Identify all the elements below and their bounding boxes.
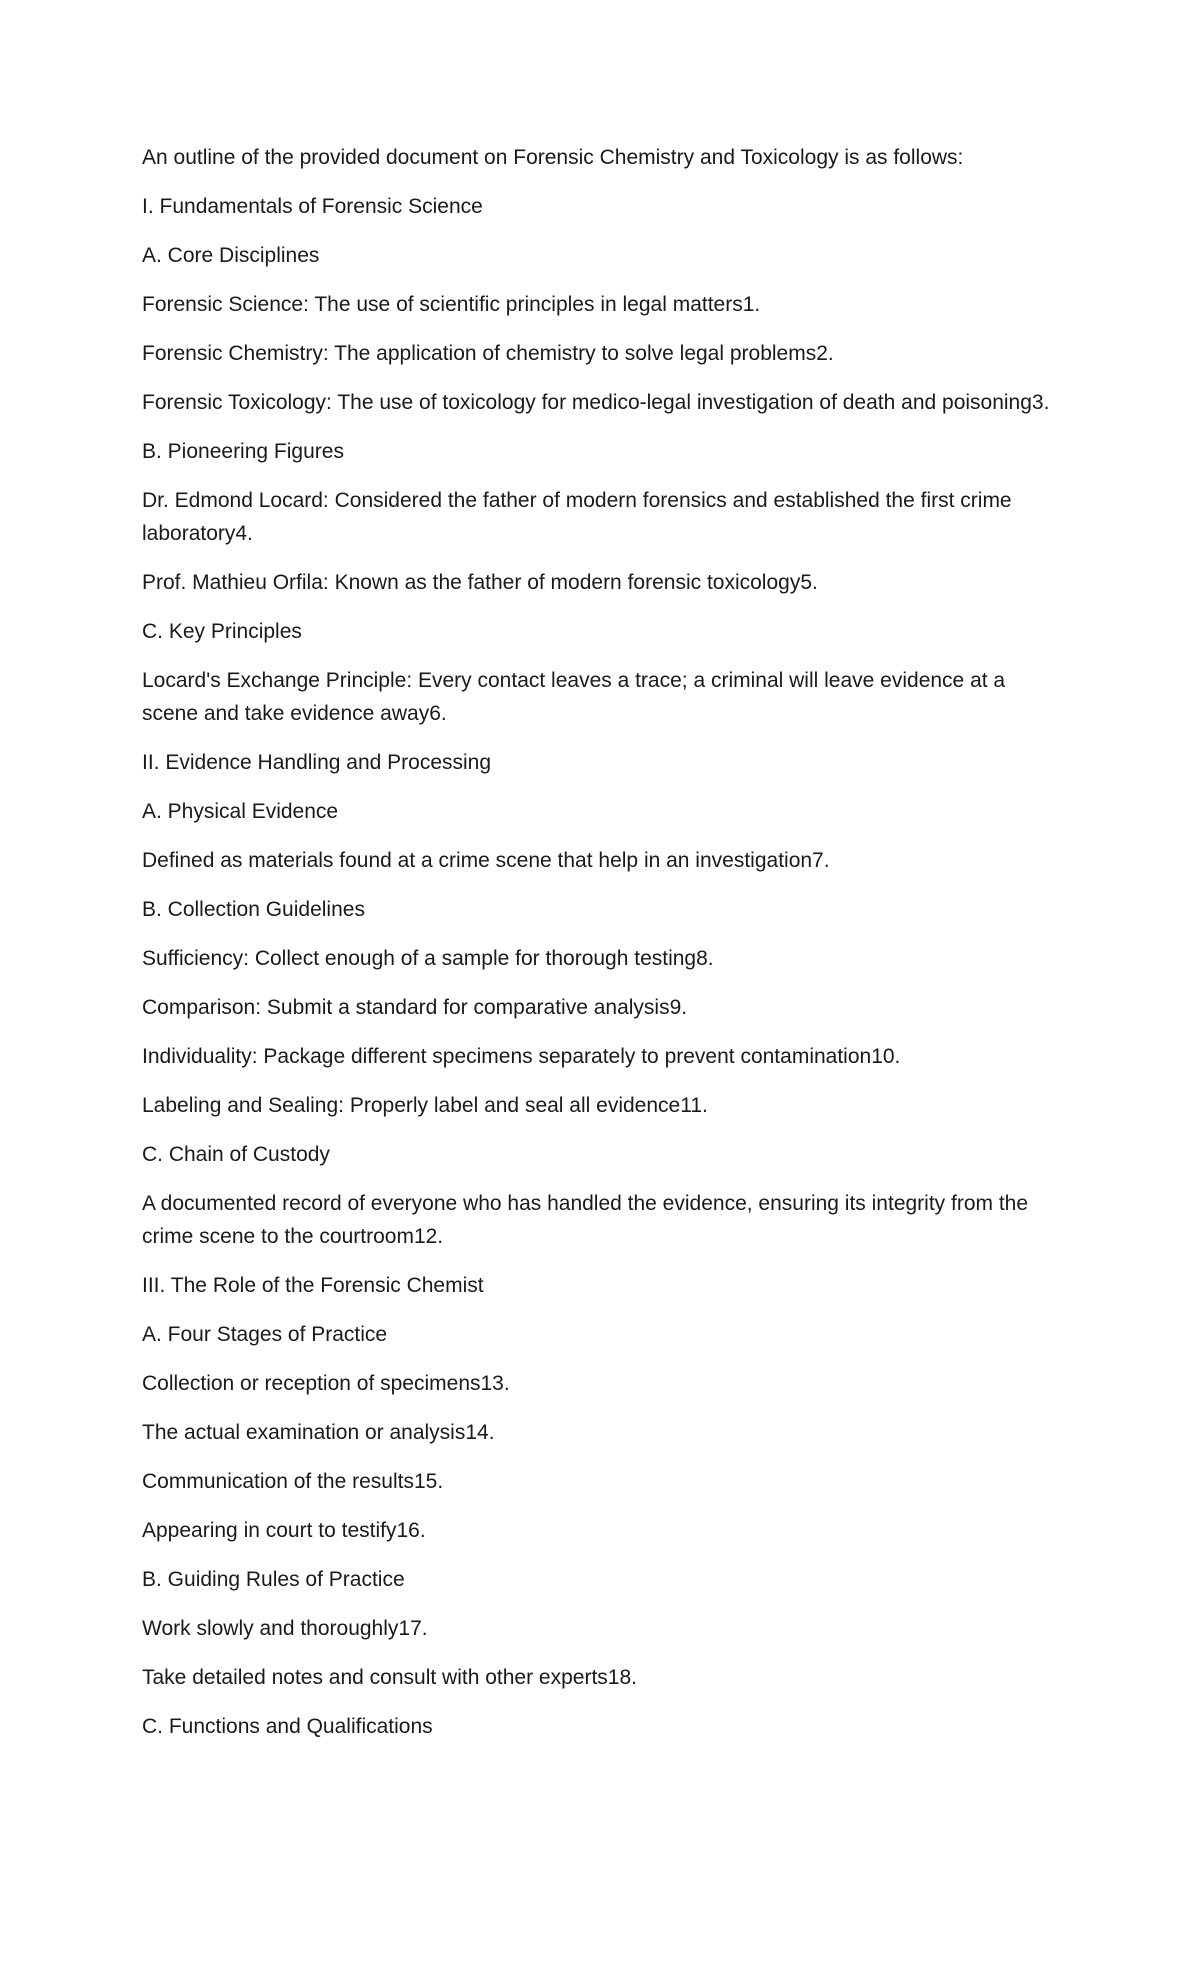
- paragraph-forensic-science: Forensic Science: The use of scientific principles in legal matters1.: [142, 293, 761, 316]
- paragraph-comparison: Comparison: Submit a standard for comparative analysis9.: [142, 996, 688, 1019]
- paragraph-labeling-sealing: Labeling and Sealing: Properly label and seal all evidence11.: [142, 1094, 708, 1117]
- paragraph-stage-examination: The actual examination or analysis14.: [142, 1421, 495, 1444]
- subsection-heading-collection-guidelines: B. Collection Guidelines: [142, 898, 365, 921]
- intro-paragraph: An outline of the provided document on Forensic Chemistry and Toxicology is as follows:: [142, 146, 964, 169]
- section-heading-role-of-chemist: III. The Role of the Forensic Chemist: [142, 1274, 484, 1297]
- paragraph-stage-collection: Collection or reception of specimens13.: [142, 1372, 510, 1395]
- paragraph-orfila: Prof. Mathieu Orfila: Known as the father of modern forensic toxicology5.: [142, 571, 818, 594]
- paragraph-detailed-notes: Take detailed notes and consult with other experts18.: [142, 1666, 637, 1689]
- subsection-heading-guiding-rules: B. Guiding Rules of Practice: [142, 1568, 405, 1591]
- section-heading-evidence-handling: II. Evidence Handling and Processing: [142, 751, 492, 774]
- paragraph-stage-court: Appearing in court to testify16.: [142, 1519, 426, 1542]
- section-heading-fundamentals: I. Fundamentals of Forensic Science: [142, 195, 483, 218]
- paragraph-exchange-principle: Locard's Exchange Principle: Every contact leaves a trace; a criminal will leave evidence at a scene and take evidence away6.: [142, 669, 1006, 725]
- paragraph-physical-evidence-definition: Defined as materials found at a crime scene that help in an investigation7.: [142, 849, 830, 872]
- subsection-heading-chain-of-custody: C. Chain of Custody: [142, 1143, 330, 1166]
- paragraph-individuality: Individuality: Package different specimens separately to prevent contamination10.: [142, 1045, 901, 1068]
- document-body: [142, 141, 1062, 1759]
- subsection-heading-physical-evidence: A. Physical Evidence: [142, 800, 339, 823]
- paragraph-chain-of-custody: A documented record of everyone who has handled the evidence, ensuring its integrity from the crime scene to the courtroom12.: [142, 1192, 1029, 1248]
- paragraph-stage-communication: Communication of the results15.: [142, 1470, 444, 1493]
- paragraph-locard: Dr. Edmond Locard: Considered the father of modern forensics and established the first crime laboratory4.: [142, 489, 1012, 545]
- paragraph-sufficiency: Sufficiency: Collect enough of a sample for thorough testing8.: [142, 947, 714, 970]
- subsection-heading-key-principles: C. Key Principles: [142, 620, 302, 643]
- subsection-heading-four-stages: A. Four Stages of Practice: [142, 1323, 388, 1346]
- subsection-heading-core-disciplines: A. Core Disciplines: [142, 244, 320, 267]
- paragraph-forensic-chemistry: Forensic Chemistry: The application of chemistry to solve legal problems2.: [142, 342, 834, 365]
- paragraph-forensic-toxicology: Forensic Toxicology: The use of toxicology for medico-legal investigation of death and poisoning3.: [142, 391, 1050, 414]
- paragraph-work-slowly: Work slowly and thoroughly17.: [142, 1617, 428, 1640]
- subsection-heading-functions-qualifications: C. Functions and Qualifications: [142, 1715, 433, 1738]
- subsection-heading-pioneering-figures: B. Pioneering Figures: [142, 440, 344, 463]
